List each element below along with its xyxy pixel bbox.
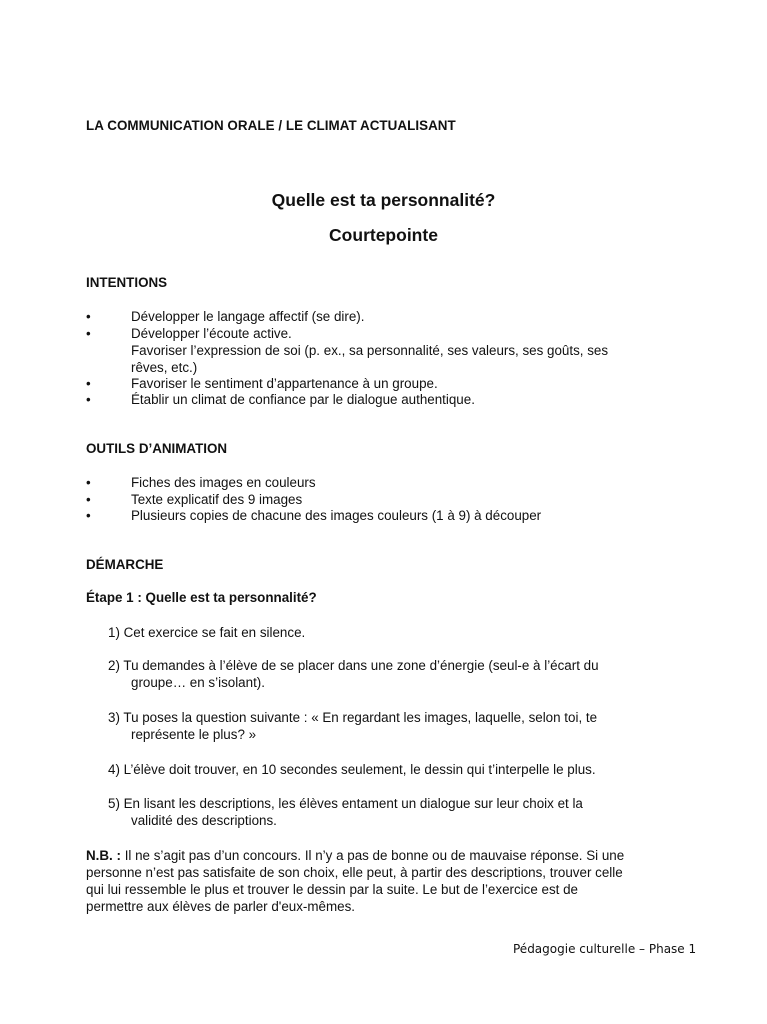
section-heading-intentions: INTENTIONS — [86, 275, 168, 290]
list-item-text: Développer le langage affectif (se dire). — [131, 309, 365, 324]
nb-line: permettre aux élèves de parler d'eux-mêmes. — [86, 899, 356, 914]
step-item: 5) En lisant les descriptions, les élèves entament un dialogue sur leur choix et la — [108, 796, 583, 811]
bullet: • — [86, 326, 91, 341]
list-item-text: Favoriser le sentiment d’appartenance à un groupe. — [131, 376, 438, 391]
bullet: • — [86, 475, 91, 490]
list-item-text: Fiches des images en couleurs — [131, 475, 316, 490]
nb-line: qui lui ressemble le plus et trouver le dessin par la suite. Le but de l’exercice est de — [86, 882, 578, 897]
page-subtitle: Courtepointe — [329, 225, 438, 245]
list-item-text: Développer l’écoute active. — [131, 326, 292, 341]
step-heading: Étape 1 : Quelle est ta personnalité? — [86, 590, 317, 605]
step-item-continuation: représente le plus? » — [131, 727, 257, 742]
document-header: LA COMMUNICATION ORALE / LE CLIMAT ACTUALISANT — [86, 118, 456, 133]
list-item-text: Établir un climat de confiance par le dialogue authentique. — [131, 392, 475, 407]
step-item: 2) Tu demandes à l’élève de se placer dans une zone d’énergie (seul-e à l’écart du — [108, 658, 599, 673]
step-item-continuation: groupe… en s’isolant). — [131, 675, 265, 690]
step-item: 1) Cet exercice se fait en silence. — [108, 625, 306, 640]
list-item-continuation: Favoriser l’expression de soi (p. ex., sa personnalité, ses valeurs, ses goûts, ses — [131, 343, 609, 358]
nb-label: N.B. : — [86, 848, 121, 863]
nb-line — [86, 847, 686, 864]
page-title: Quelle est ta personnalité? — [271, 190, 496, 210]
bullet: • — [86, 376, 91, 391]
nb-text: Il ne s’agit pas d’un concours. Il n’y a pas de bonne ou de mauvaise réponse. Si une — [120, 848, 625, 863]
section-heading-demarche: DÉMARCHE — [86, 557, 164, 572]
bullet: • — [86, 508, 91, 523]
page-footer: Pédagogie culturelle – Phase 1 — [513, 942, 697, 956]
bullet: • — [86, 392, 91, 407]
list-item-text: Texte explicatif des 9 images — [131, 492, 303, 507]
step-item: 4) L’élève doit trouver, en 10 secondes seulement, le dessin qui t’interpelle le plus. — [108, 762, 596, 777]
bullet: • — [86, 309, 91, 324]
list-item-text: Plusieurs copies de chacune des images couleurs (1 à 9) à découper — [131, 508, 542, 523]
section-heading-outils: OUTILS D’ANIMATION — [86, 441, 228, 456]
nb-line: personne n’est pas satisfaite de son choix, elle peut, à partir des descriptions, trouver celle — [86, 865, 623, 880]
step-item: 3) Tu poses la question suivante : « En regardant les images, laquelle, selon toi, te — [108, 710, 598, 725]
step-item-continuation: validité des descriptions. — [131, 813, 277, 828]
nb-note — [86, 847, 686, 915]
list-item-continuation: rêves, etc.) — [131, 360, 198, 375]
bullet: • — [86, 492, 91, 507]
